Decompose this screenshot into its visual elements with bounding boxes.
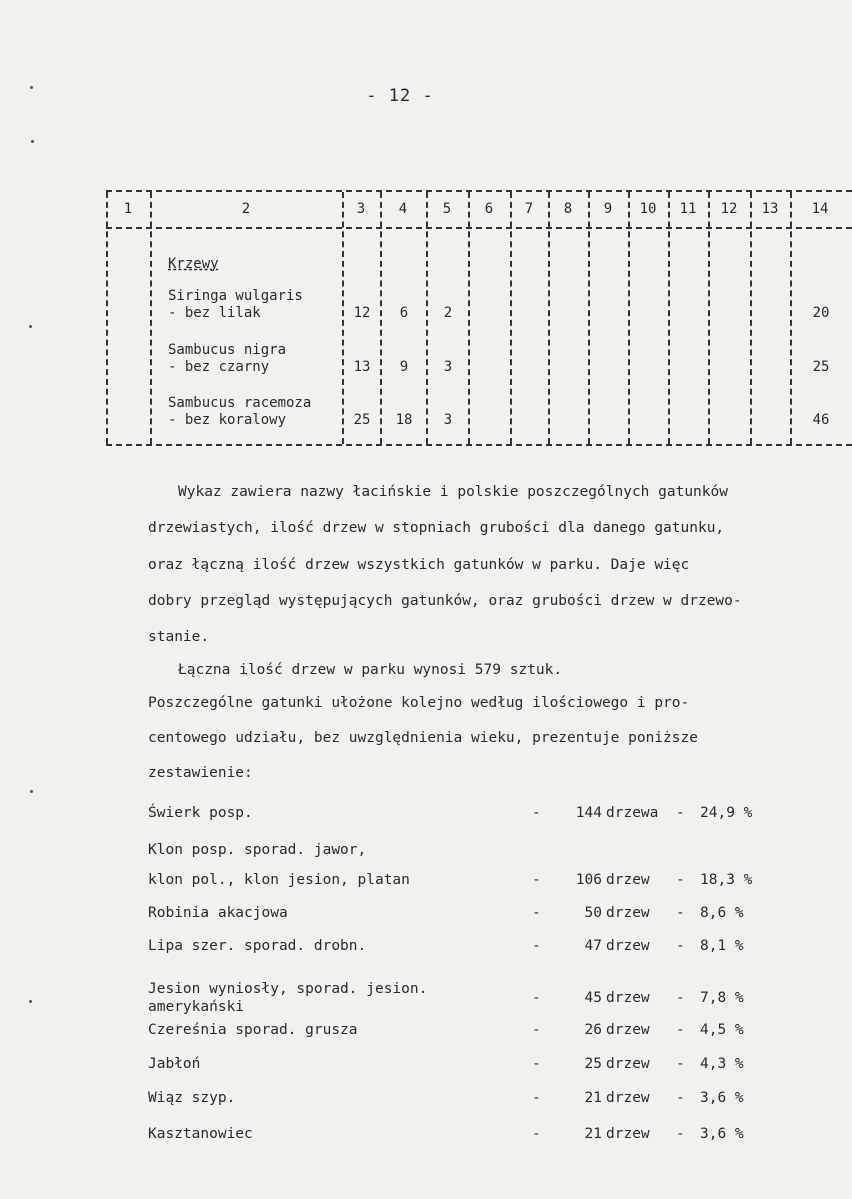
dash-separator: - [676, 1090, 685, 1106]
tree-count: 25 [584, 1056, 602, 1072]
table-cell: 3 [443, 412, 453, 428]
tree-count: 47 [584, 938, 602, 954]
page-number: - 12 - [366, 86, 434, 106]
dash-separator: - [676, 905, 685, 921]
table-cell: 2 [443, 305, 453, 321]
species-name: Czereśnia sporad. grusza [148, 1022, 358, 1038]
species-latin: Siringa wulgaris [168, 288, 303, 304]
count-unit: drzew [606, 990, 650, 1006]
column-header: 14 [811, 201, 829, 217]
column-header: 4 [398, 201, 408, 217]
dash-separator: - [676, 1056, 685, 1072]
dash-separator: - [532, 1126, 541, 1142]
species-name: Jabłoń [148, 1056, 201, 1072]
column-line [106, 192, 108, 444]
margin-speck [29, 325, 32, 328]
dash-separator: - [532, 990, 541, 1006]
margin-speck [31, 140, 34, 143]
column-header: 6 [484, 201, 494, 217]
column-line [510, 192, 512, 444]
table-cell: 25 [812, 359, 830, 375]
percentage: 8,6 % [700, 905, 744, 921]
dash-separator: - [676, 990, 685, 1006]
column-header: 8 [563, 201, 573, 217]
percentage: 4,5 % [700, 1022, 744, 1038]
column-line [628, 192, 630, 444]
column-line [548, 192, 550, 444]
margin-speck [30, 86, 33, 89]
table-cell: 25 [353, 412, 371, 428]
species-latin: Sambucus racemoza [168, 395, 312, 411]
species-polish: - bez czarny [168, 359, 270, 375]
column-line [150, 192, 152, 444]
tree-count: 50 [584, 905, 602, 921]
tree-count: 45 [584, 990, 602, 1006]
dash-separator: - [532, 805, 541, 821]
table-cell: 13 [353, 359, 371, 375]
count-unit: drzew [606, 905, 650, 921]
margin-speck [29, 1000, 32, 1003]
tree-count: 21 [584, 1090, 602, 1106]
paragraph-line: Wykaz zawiera nazwy łacińskie i polskie poszczególnych gatunków [178, 484, 728, 500]
dash-separator: - [676, 1126, 685, 1142]
column-header: 10 [639, 201, 657, 217]
species-latin: Sambucus nigra [168, 342, 287, 358]
dash-separator: - [532, 905, 541, 921]
percentage: 3,6 % [700, 1126, 744, 1142]
column-header: 5 [442, 201, 452, 217]
total-trees-line: Łączna ilość drzew w parku wynosi 579 sztuk. [178, 662, 563, 678]
column-line [708, 192, 710, 444]
column-header: 1 [123, 201, 133, 217]
column-line [468, 192, 470, 444]
species-polish: - bez lilak [168, 305, 261, 321]
paragraph-line: dobry przegląd występujących gatunków, oraz grubości drzew w drzewo- [148, 593, 742, 609]
tree-count: 21 [584, 1126, 602, 1142]
column-line [668, 192, 670, 444]
count-unit: drzew [606, 938, 650, 954]
dash-separator: - [676, 805, 685, 821]
percentage: 24,9 % [700, 805, 753, 821]
tree-count: 144 [575, 805, 602, 821]
species-name: Kasztanowiec [148, 1126, 253, 1142]
species-name: Jesion wyniosły, sporad. jesion. amerykański [148, 981, 428, 1015]
count-unit: drzew [606, 1056, 650, 1072]
species-name: Świerk posp. [148, 805, 253, 821]
paragraph-line: oraz łączną ilość drzew wszystkich gatunków w parku. Daje więc [148, 557, 690, 573]
margin-speck [30, 790, 33, 793]
column-header: 2 [241, 201, 251, 217]
species-name: Klon posp. sporad. jawor, [148, 842, 367, 858]
paragraph-line: Poszczególne gatunki ułożone kolejno według ilościowego i pro- [148, 695, 690, 711]
table-cell: 20 [812, 305, 830, 321]
column-header: 9 [603, 201, 613, 217]
species-name: Wiąz szyp. [148, 1090, 236, 1106]
count-unit: drzew [606, 1126, 650, 1142]
dash-separator: - [532, 872, 541, 888]
table-cell: 46 [812, 412, 830, 428]
column-header: 12 [720, 201, 738, 217]
species-name: Lipa szer. sporad. drobn. [148, 938, 367, 954]
dash-separator: - [532, 1090, 541, 1106]
species-name: Robinia akacjowa [148, 905, 288, 921]
dash-separator: - [676, 938, 685, 954]
paragraph-line: stanie. [148, 629, 210, 645]
column-header: 11 [679, 201, 697, 217]
count-unit: drzew [606, 872, 650, 888]
column-line [588, 192, 590, 444]
table-cell: 18 [395, 412, 413, 428]
percentage: 3,6 % [700, 1090, 744, 1106]
species-polish: - bez koralowy [168, 412, 287, 428]
paragraph-line: drzewiastych, ilość drzew w stopniach grubości dla danego gatunku, [148, 520, 725, 536]
percentage: 4,3 % [700, 1056, 744, 1072]
column-line [750, 192, 752, 444]
tree-table [106, 190, 852, 446]
percentage: 8,1 % [700, 938, 744, 954]
percentage: 7,8 % [700, 990, 744, 1006]
count-unit: drzew [606, 1022, 650, 1038]
count-unit: drzewa [606, 805, 659, 821]
species-name: klon pol., klon jesion, platan [148, 872, 410, 888]
dash-separator: - [532, 938, 541, 954]
table-cell: 9 [399, 359, 409, 375]
tree-count: 106 [575, 872, 602, 888]
dash-separator: - [532, 1056, 541, 1072]
dash-separator: - [676, 1022, 685, 1038]
paragraph-line: zestawienie: [148, 765, 253, 781]
column-header: 3 [356, 201, 366, 217]
column-header: 13 [761, 201, 779, 217]
dash-separator: - [532, 1022, 541, 1038]
paragraph-line: centowego udziału, bez uwzględnienia wieku, prezentuje poniższe [148, 730, 698, 746]
column-header: 7 [524, 201, 534, 217]
table-cell: 6 [399, 305, 409, 321]
section-label: Krzewy [168, 256, 219, 272]
tree-count: 26 [584, 1022, 602, 1038]
header-separator [106, 227, 852, 229]
table-cell: 12 [353, 305, 371, 321]
dash-separator: - [676, 872, 685, 888]
table-cell: 3 [443, 359, 453, 375]
count-unit: drzew [606, 1090, 650, 1106]
percentage: 18,3 % [700, 872, 753, 888]
